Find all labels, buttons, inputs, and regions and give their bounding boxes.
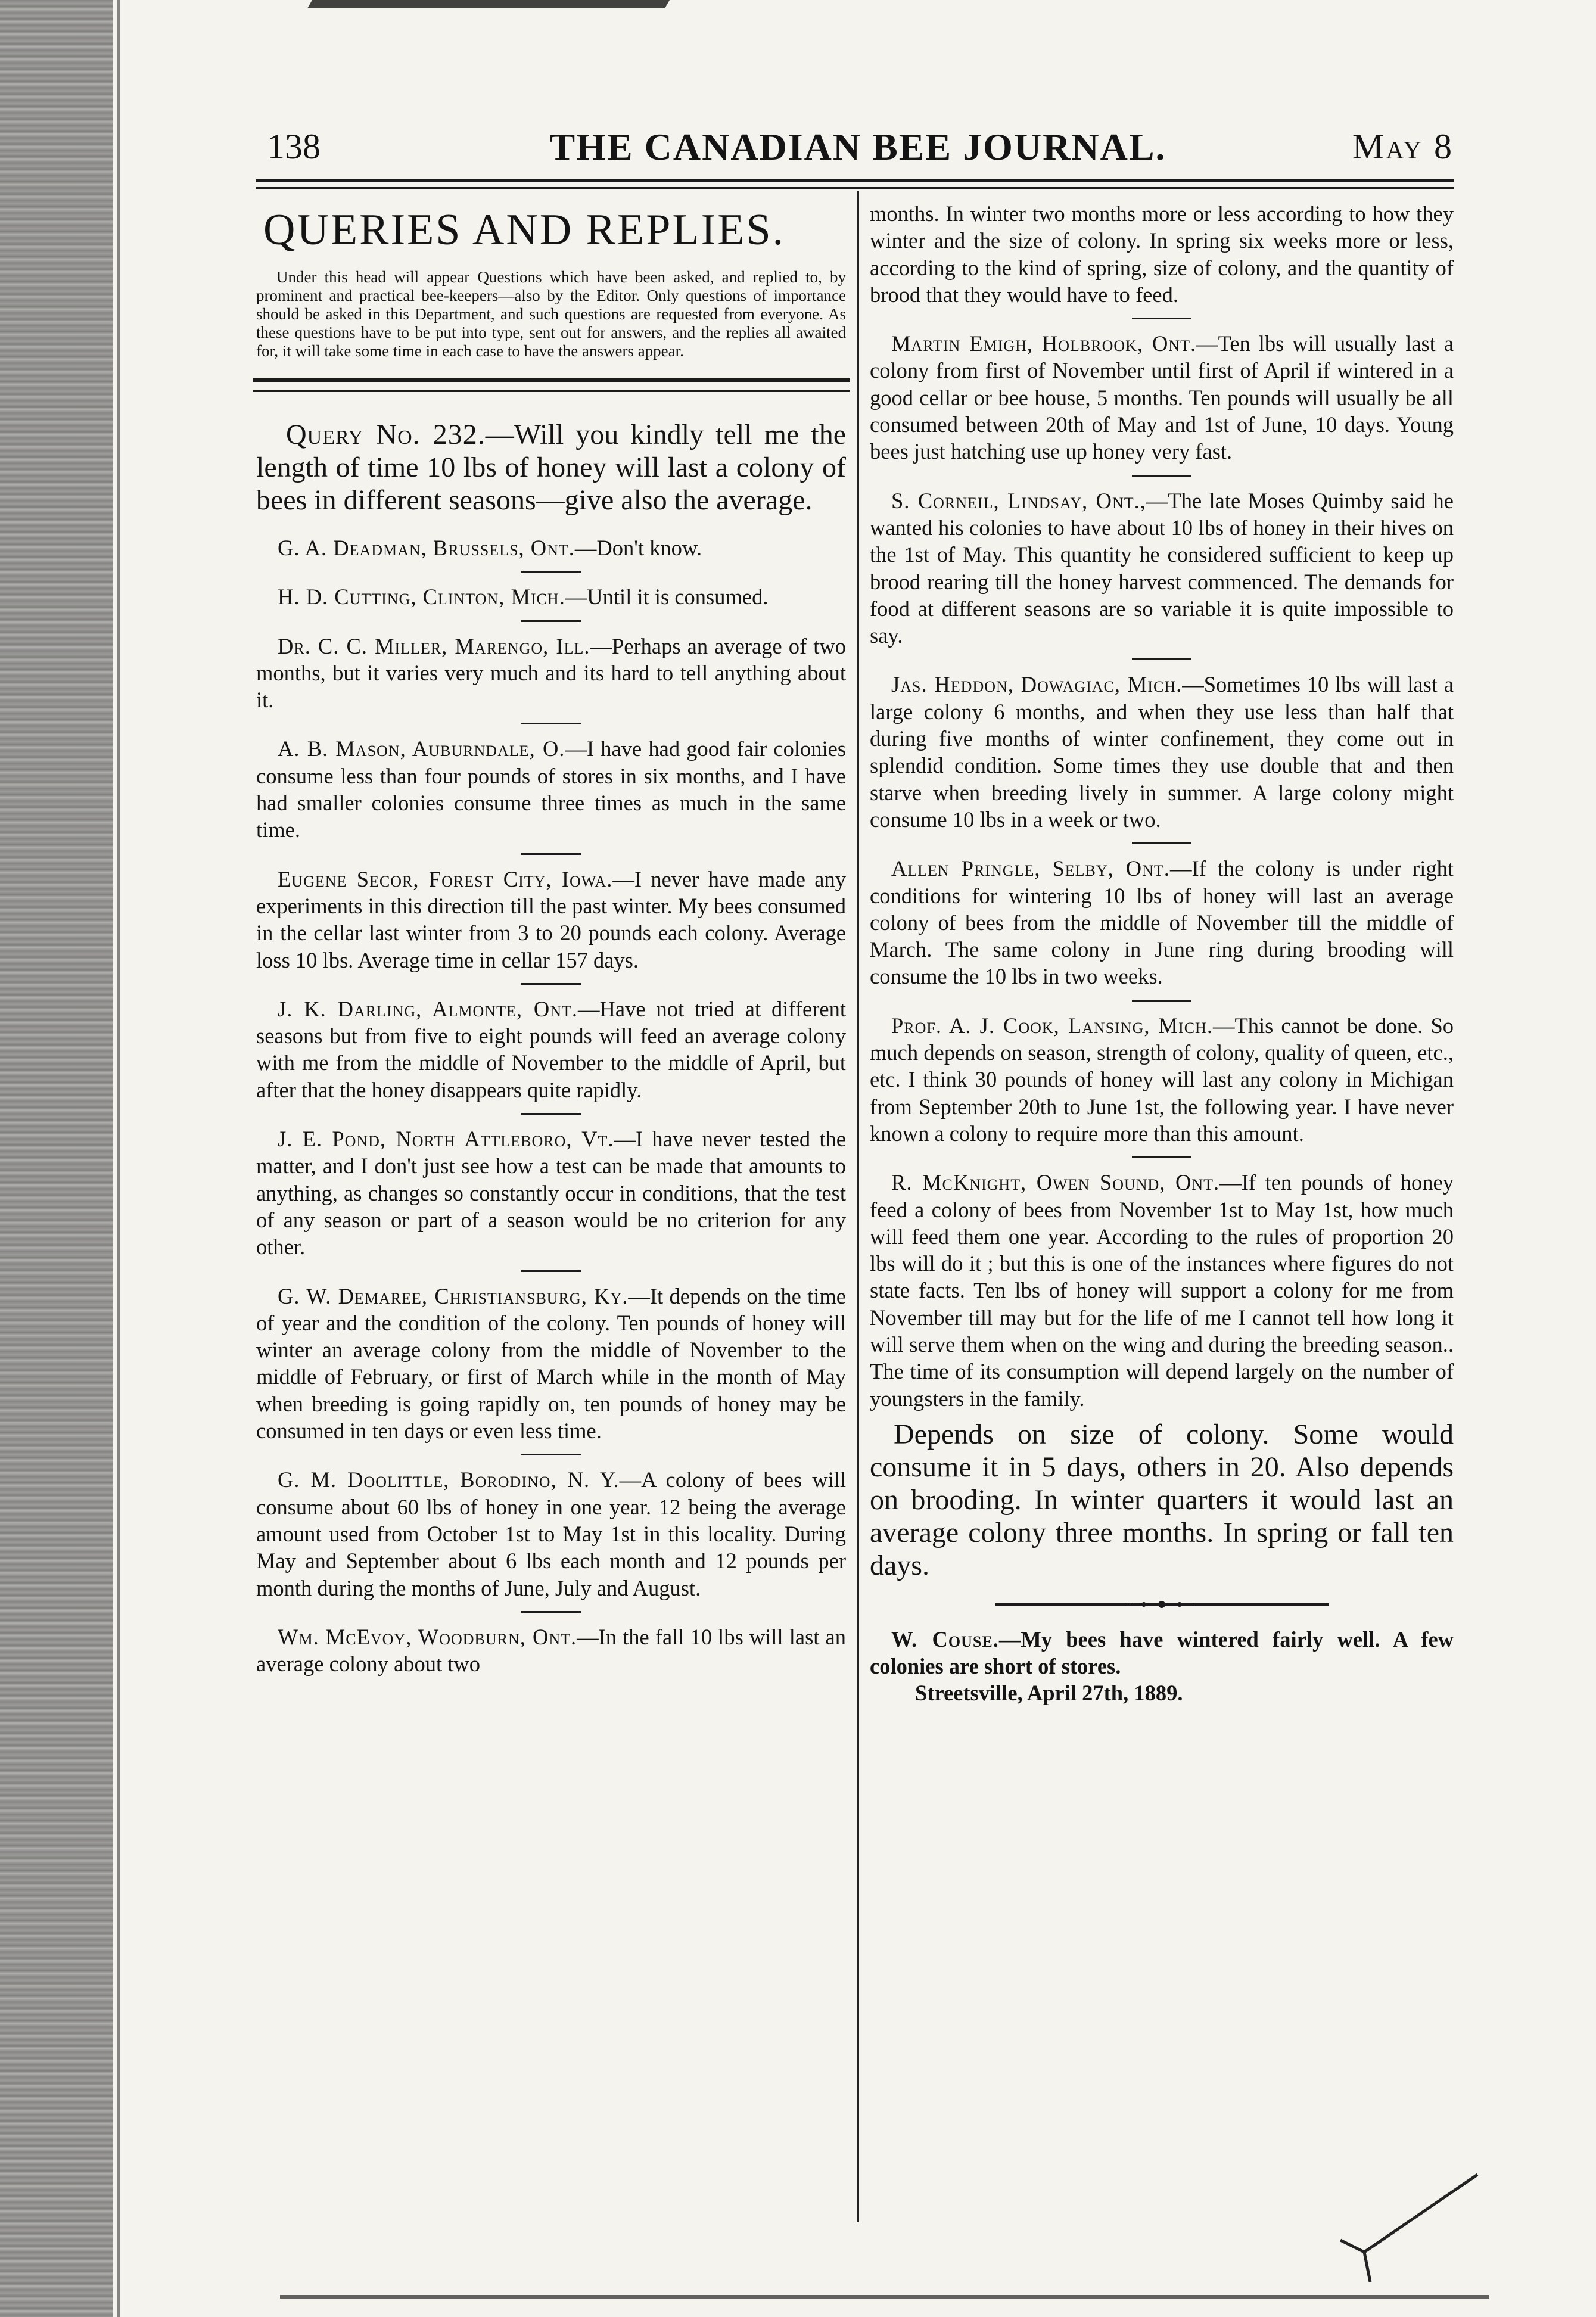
- reply-pond: [256, 1125, 846, 1260]
- reply-text: —If the colony is under right conditions for wintering 10 lbs of honey will last an average colony of bees from the middle of November till the middle of March. The same colony in June ring during brooding will consume the 10 lbs in two weeks.: [870, 856, 1454, 989]
- reply-separator: [1132, 658, 1191, 660]
- reply-text: —In the fall 10 lbs will last an average colony about two: [256, 1624, 846, 1677]
- reply-author: R. McKnight, Owen Sound, Ont.: [891, 1170, 1220, 1195]
- reply-demaree: [256, 1283, 846, 1445]
- reply-separator: [521, 1611, 581, 1613]
- top-scan-artifact: [307, 0, 670, 8]
- reply-separator: [521, 1113, 581, 1115]
- reply-author: Wm. McEvoy, Woodburn, Ont.: [278, 1624, 577, 1649]
- reply-heddon: [870, 671, 1454, 833]
- closing-author: W. Couse.: [891, 1626, 999, 1652]
- reply-text: —Have not tried at different seasons but from five to eight pounds will feed an average colony with me from the middle of November to the middle of April, but after that the honey disappears quite rapidly.: [256, 996, 846, 1102]
- reply-author: H. D. Cutting, Clinton, Mich.: [278, 584, 565, 609]
- department-intro: Under this head will appear Questions which have been asked, and replied to, by prominent and practical bee-keepers—also by the Editor. Only questions of importance should be asked in this Department, and such questions are requested from everyone. As these questions have to be put into type, sent out for answers, and the replies all awaited for, it will take some time in each case to have the answers appear.: [256, 268, 846, 360]
- reply-author: Jas. Heddon, Dowagiac, Mich.: [891, 672, 1183, 697]
- reply-corneil: [870, 487, 1454, 649]
- reply-text: —It depends on the time of year and the condition of the colony. Ten pounds of honey will winter an average colony from the middle of November to the middle of February, or first of March while in the month of May when breeding is going rapidly on, ten pounds of honey may be consumed in ten days or even less time.: [256, 1283, 846, 1444]
- reply-mason: [256, 735, 846, 843]
- journal-title: THE CANADIAN BEE JOURNAL.: [549, 126, 1166, 168]
- column-divider: [857, 191, 859, 2222]
- closing-note: [870, 1626, 1454, 1680]
- reply-text: —Ten lbs will usually last a colony from first of November until first of April if wintered in a good cellar or bee house, 5 months. Ten pounds will usually be all consumed between 20th of May and 1st of June, 10 days. Young bees just hatching use up honey very fast.: [870, 331, 1454, 464]
- reply-text: —I have never tested the matter, and I don't just see how a test can be made that amounts to anything, as changes so constantly occur in conditions, that the test of any season or part of a season would be no criterion for any other.: [256, 1127, 846, 1259]
- reply-mcknight: [870, 1169, 1454, 1412]
- reply-emigh: [870, 330, 1454, 465]
- reply-author: J. K. Darling, Almonte, Ont.: [278, 996, 578, 1021]
- reply-author: G. A. Deadman, Brussels, Ont.: [278, 536, 575, 560]
- reply-text: —Perhaps an average of two months, but it varies very much and its hard to tell anything about it.: [256, 633, 846, 713]
- ornament-rule: [983, 1598, 1340, 1610]
- reply-separator: [521, 620, 581, 622]
- issue-date: May 8: [1352, 127, 1454, 166]
- header-rule-thin: [256, 187, 1454, 189]
- reply-secor: [256, 866, 846, 974]
- reply-mcevoy: [256, 1624, 846, 1678]
- reply-author: A. B. Mason, Auburndale, O.: [278, 736, 565, 761]
- page-number: 138: [267, 127, 321, 166]
- header-rule-thick: [256, 179, 1454, 182]
- reply-deadman: [256, 534, 846, 561]
- reply-separator: [1132, 318, 1191, 319]
- reply-text: —Don't know.: [574, 536, 702, 560]
- reply-author: Eugene Secor, Forest City, Iowa.: [278, 866, 613, 891]
- reply-author: J. E. Pond, North Attleboro, Vt.: [278, 1127, 614, 1152]
- reply-author: S. Corneil, Lindsay, Ont.,: [891, 488, 1146, 513]
- reply-text: —I have had good fair colonies consume less than four pounds of stores in six months, and I have had smaller colonies consume three times as much in the same time.: [256, 736, 847, 842]
- reply-text: —Until it is consumed.: [565, 584, 769, 609]
- reply-text: —If ten pounds of honey feed a colony of bees from November 1st to May 1st, how much will feed them one year. According to the rules of proportion 20 lbs will do it ; but this is one of the instances where figures do not state facts. Ten lbs of honey will support a colony for me from November till may but for the life of me I cannot tell how long it will serve them when on the wing and during the breeding season.. The time of its consumption will depend largely on the number of youngsters in the family.: [870, 1170, 1454, 1411]
- reply-doolittle: [256, 1466, 846, 1601]
- reply-miller: [256, 633, 846, 714]
- reply-separator: [1132, 842, 1191, 844]
- reply-separator: [1132, 1000, 1191, 1002]
- reply-author: Martin Emigh, Holbrook, Ont.: [891, 331, 1197, 356]
- reply-author: Dr. C. C. Miller, Marengo, Ill.: [278, 633, 590, 658]
- query-text: —Will you kindly tell me the length of time 10 lbs of honey will last a colony of bees in different seasons—give also the average.: [256, 419, 847, 516]
- closing-text: —My bees have wintered fairly well. A few colonies are short of stores.: [870, 1626, 1454, 1679]
- reply-author: G. M. Doolittle, Borodino, N. Y.: [278, 1467, 620, 1492]
- binding-line: [117, 0, 120, 2317]
- reply-separator: [521, 1270, 581, 1272]
- reply-darling: [256, 996, 846, 1103]
- department-title: QUERIES AND REPLIES.: [263, 206, 786, 254]
- reply-separator: [521, 853, 581, 855]
- reply-separator: [1132, 475, 1191, 477]
- reply-cutting: [256, 583, 846, 610]
- reply-text: —This cannot be done. So much depends on season, strength of colony, quality of queen, etc., etc. I think 30 pounds of honey will last any colony in Michigan from September 20th to June 1st, the following year. I have never known a colony to require more than this amount.: [870, 1013, 1454, 1146]
- reply-text: —I never have made any experiments in this direction till the past winter. My bees consumed in the cellar last winter from 3 to 20 pounds each colony. Average loss 10 lbs. Average time in cellar 157 days.: [256, 866, 846, 972]
- reply-pringle: [870, 855, 1454, 990]
- running-header: [262, 119, 1454, 173]
- closing-place-date: Streetsville, April 27th, 1889.: [915, 1681, 1183, 1706]
- reply-cook: [870, 1012, 1454, 1147]
- left-column: [256, 200, 846, 1677]
- reply-separator: [521, 571, 581, 573]
- section-double-rule: [253, 378, 850, 392]
- corner-scan-mark: [1329, 2169, 1483, 2288]
- query-label: Query No. 232.: [286, 419, 486, 450]
- reply-author: G. W. Demaree, Christiansburg, Ky.: [278, 1283, 629, 1308]
- reply-author: Allen Pringle, Selby, Ont.: [891, 856, 1170, 881]
- reply-separator: [521, 983, 581, 985]
- reply-text: —A colony of bees will consume about 60 lbs of honey in one year. 12 being the average amount used from October 1st to May 1st in this locality. During May and September about 6 lbs each month and 12 pounds per month during the months of June, July and August.: [256, 1467, 846, 1600]
- reply-author: Prof. A. J. Cook, Lansing, Mich.: [891, 1013, 1213, 1038]
- reply-text: —The late Moses Quimby said he wanted his colonies to have about 10 lbs of honey in their hives on the 1st of May. This quantity he considered sufficient to keep up brood rearing till the honey harvest commenced. The demands for food at different seasons are so variable it is quite impossible to say.: [870, 488, 1454, 648]
- binding-edge-shadow: [0, 0, 113, 2317]
- editor-summary: Depends on size of colony. Some would consume it in 5 days, others in 20. Also depends on brooding. In winter quarters it would last an average colony three months. In spring or fall ten days.: [870, 1418, 1454, 1581]
- reply-separator: [521, 1454, 581, 1455]
- right-column: [870, 200, 1454, 1707]
- reply-text: —Sometimes 10 lbs will last a large colony 6 months, and when they use less than half that during five months of winter confinement, they come out in splendid condition. Some times they use double that and then starve when breeding lively in summer. A large colony might consume 10 lbs in a week or two.: [870, 672, 1454, 832]
- reply-separator: [1132, 1156, 1191, 1158]
- query-paragraph: [256, 418, 846, 517]
- bottom-edge-rule: [280, 2295, 1489, 2299]
- reply-mcevoy-continued: months. In winter two months more or less according to how they winter and the size of colony. In spring six weeks more or less, according to the kind of spring, size of colony, and the quantity of brood that they would have to feed.: [870, 201, 1454, 307]
- reply-separator: [521, 723, 581, 724]
